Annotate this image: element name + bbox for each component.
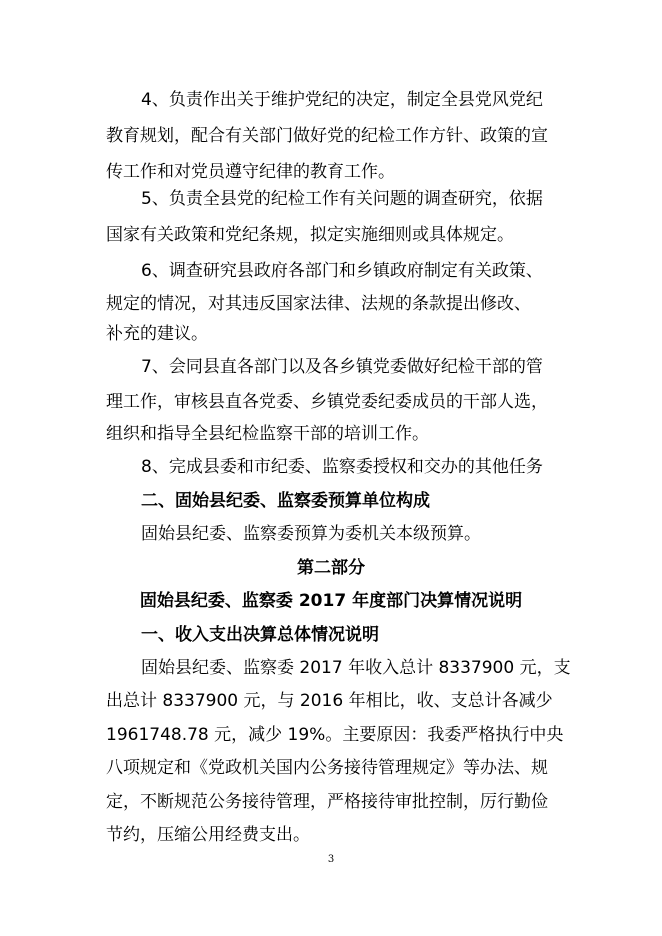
text-line: 5、负责全县党的纪检工作有关问题的调查研究，依据 <box>141 189 543 209</box>
text-line: 4、负责作出关于维护党纪的决定，制定全县党风党纪 <box>141 90 543 110</box>
section-heading: 二、固始县纪委、监察委预算单位构成 <box>141 491 430 511</box>
text-line: 出总计 8337900 元，与 2016 年相比，收、支总计各减少 <box>106 691 553 711</box>
text-line: 规定的情况，对其违反国家法律、法规的条款提出修改、 <box>106 294 531 314</box>
section-heading: 一、收入支出决算总体情况说明 <box>141 625 379 645</box>
text-line: 传工作和对党员遵守纪律的教育工作。 <box>106 162 395 182</box>
text-line: 国家有关政策和党纪条规，拟定实施细则或具体规定。 <box>106 225 514 245</box>
text-line: 固始县纪委、监察委 2017 年收入总计 8337900 元，支 <box>141 658 571 678</box>
text-line: 固始县纪委、监察委预算为委机关本级预算。 <box>141 524 481 544</box>
text-line: 1961748.78 元，减少 19%。主要原因：我委严格执行中央 <box>106 725 564 745</box>
text-line: 补充的建议。 <box>106 324 208 344</box>
text-line: 教育规划，配合有关部门做好党的纪检工作方针、政策的宣 <box>106 126 548 146</box>
text-line: 6、调查研究县政府各部门和乡镇政府制定有关政策、 <box>141 261 543 281</box>
text-line: 八项规定和《党政机关国内公务接待管理规定》等办法、规 <box>106 758 548 778</box>
part-subtitle: 固始县纪委、监察委 2017 年度部门决算情况说明 <box>139 591 523 611</box>
text-line: 节约，压缩公用经费支出。 <box>106 825 310 845</box>
page-number: 3 <box>327 854 335 865</box>
part-title: 第二部分 <box>297 558 365 578</box>
text-line: 7、会同县直各部门以及各乡镇党委做好纪检干部的管 <box>141 357 543 377</box>
text-line: 8、完成县委和市纪委、监察委授权和交办的其他任务 <box>141 457 543 477</box>
text-line: 定，不断规范公务接待管理，严格接待审批控制，厉行勤俭 <box>106 792 548 812</box>
text-line: 理工作，审核县直各党委、乡镇党委纪委成员的干部人选， <box>106 392 548 412</box>
text-line: 组织和指导全县纪检监察干部的培训工作。 <box>106 424 429 444</box>
